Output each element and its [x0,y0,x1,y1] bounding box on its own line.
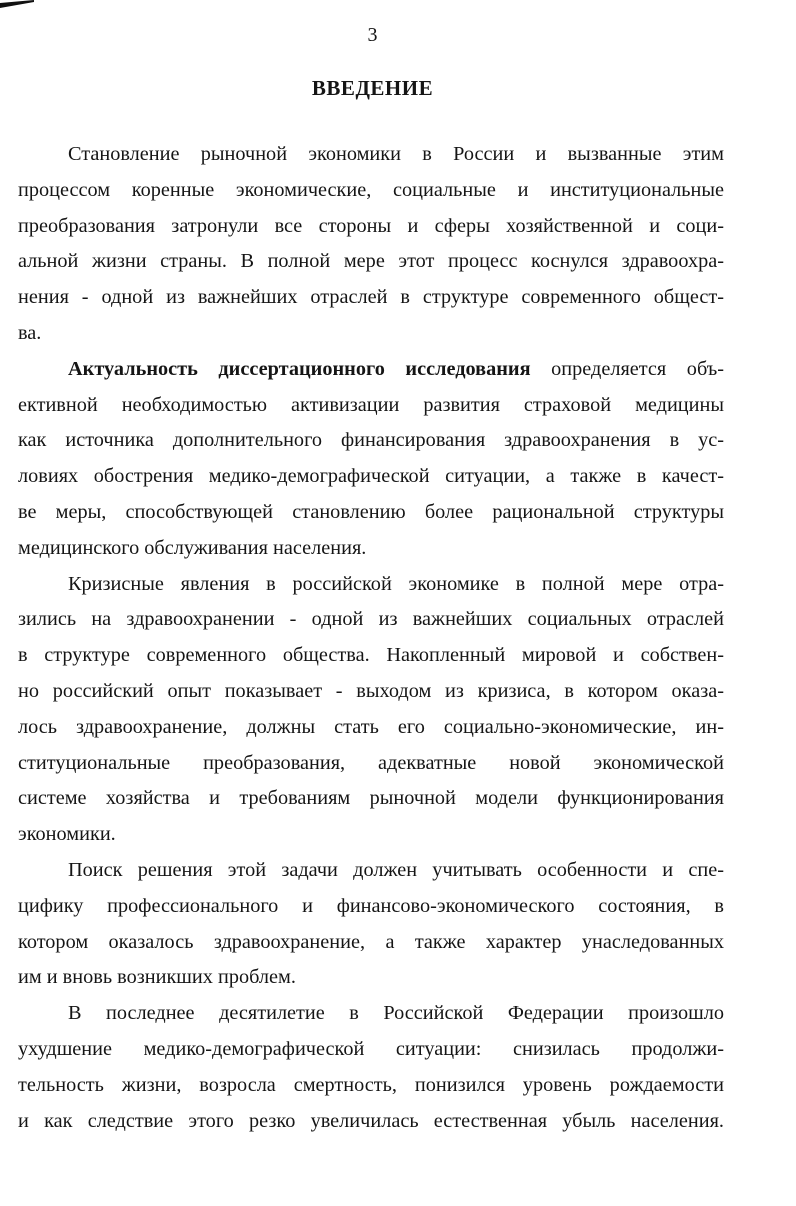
text-line: и как следствие этого резко увеличилась естественная убыль населения. [18,1109,724,1132]
text-line: экономики. [18,823,116,846]
text-line: медицинского обслуживания населения. [18,536,367,559]
bold-lead: Актуальность диссертационного исследования [68,357,531,380]
text-line [18,352,724,388]
paragraph-5 [18,996,724,1139]
text-line: ловиях обострения медико-демографической ситуации, а также в качест- [18,465,724,488]
text-line: как источника дополнительного финансирования здравоохранения в ус- [18,429,724,452]
paragraph-4 [18,853,724,996]
body-text [18,137,724,1139]
text-line: ституциональные преобразования, адекватные новой экономической [18,751,724,774]
page-number: 3 [367,24,378,46]
scan-corner-mark [0,0,34,10]
text-line: лось здравоохранение, должны стать его социально-экономические, ин- [18,715,724,738]
text-line: ва. [18,321,42,344]
text-line: процессом коренные экономические, социальные и институциональные [18,178,724,201]
text-span: определяется объ- [530,357,724,380]
text-line: альной жизни страны. В полной мере этот процесс коснулся здравоохра- [18,250,724,273]
section-title: ВВЕДЕНИЕ [311,76,434,100]
text-line: преобразования затронули все стороны и сферы хозяйственной и соци- [18,214,724,237]
paragraph-1 [18,137,724,352]
text-line: тельность жизни, возросла смертность, понизился уровень рождаемости [18,1073,724,1096]
text-line: В последнее десятилетие в Российской Федерации произошло [68,1002,724,1025]
text-line: Поиск решения этой задачи должен учитывать особенности и спе- [68,858,724,881]
text-line: системе хозяйства и требованиям рыночной модели функционирования [18,787,724,810]
text-line: но российский опыт показывает - выходом из кризиса, в котором оказа- [18,679,724,702]
text-line: ухудшение медико-демографической ситуации: снизилась продолжи- [18,1037,724,1060]
text-line: котором оказалось здравоохранение, а также характер унаследованных [18,930,724,953]
text-line: в структуре современного общества. Накопленный мировой и собствен- [18,644,724,667]
text-line: Становление рыночной экономики в России и вызванные этим [68,143,724,165]
paragraph-3 [18,567,724,853]
text-line: цифику профессионального и финансово-экономического состояния, в [18,894,724,917]
text-line: ективной необходимостью активизации развития страховой медицины [18,393,724,416]
text-line: нения - одной из важнейших отраслей в структуре современного общест- [18,286,724,309]
text-line: зились на здравоохранении - одной из важнейших социальных отраслей [18,608,724,631]
paragraph-2 [18,352,724,567]
text-line: ве меры, способствующей становлению более рациональной структуры [18,500,724,523]
text-line: Кризисные явления в российской экономике в полной мере отра- [68,572,724,595]
text-line: им и вновь возникших проблем. [18,966,296,989]
